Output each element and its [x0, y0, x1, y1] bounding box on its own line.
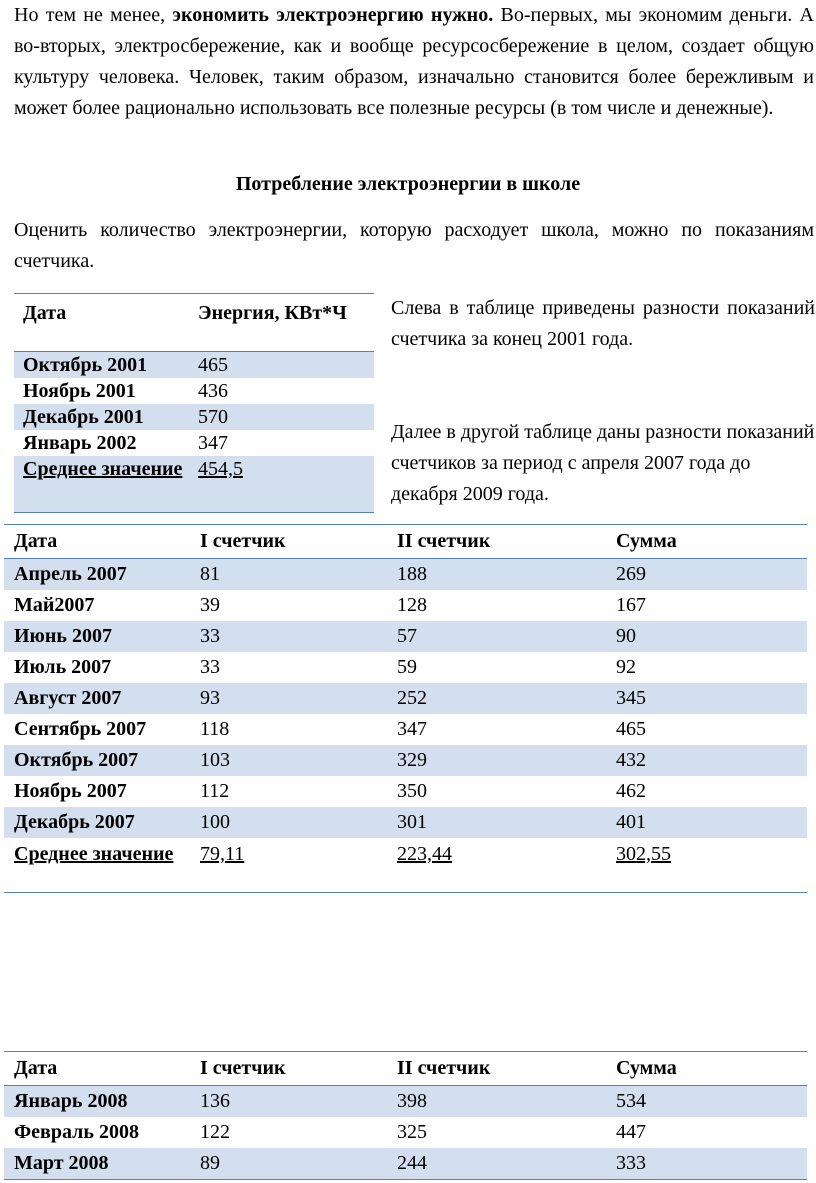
table-header-row — [4, 1052, 807, 1086]
row-meter-2: 57 — [397, 625, 417, 647]
row-meter-1: 39 — [200, 594, 220, 616]
row-meter-1: 93 — [200, 687, 220, 709]
average-meter-1: 79,11 — [200, 843, 245, 865]
header-date: Дата — [14, 530, 58, 552]
row-value: 570 — [198, 406, 228, 428]
table-2007 — [4, 524, 807, 893]
row-meter-1: 112 — [200, 780, 230, 802]
header-sum: Сумма — [616, 1057, 677, 1079]
table-row — [14, 352, 374, 378]
table-row — [4, 621, 807, 652]
row-meter-1: 89 — [200, 1152, 220, 1174]
row-meter-2: 252 — [397, 687, 427, 709]
row-meter-1: 136 — [200, 1090, 230, 1112]
row-sum: 333 — [616, 1152, 646, 1174]
row-date: Январь 2002 — [23, 432, 137, 454]
intro-lead: Но тем не менее, — [14, 4, 173, 26]
average-sum: 302,55 — [616, 843, 671, 865]
header-meter-2: II счетчик — [397, 1057, 491, 1079]
average-label: Среднее значение — [14, 843, 174, 865]
row-date: Февраль 2008 — [14, 1121, 139, 1143]
assess-paragraph: Оценить количество электроэнергии, которую расходует школа, можно по показаниям счетчика. — [14, 219, 814, 272]
table-2001 — [14, 293, 374, 513]
table-row — [14, 404, 374, 430]
row-date: Ноябрь 2001 — [23, 380, 136, 402]
row-meter-1: 118 — [200, 718, 230, 740]
table-row — [4, 683, 807, 714]
row-date: Декабрь 2001 — [23, 406, 144, 428]
row-sum: 432 — [616, 749, 646, 771]
average-label: Среднее значение — [23, 458, 183, 480]
header-meter-2: II счетчик — [397, 530, 491, 552]
row-date: Октябрь 2001 — [23, 354, 148, 376]
row-date: Октябрь 2007 — [14, 749, 139, 771]
header-date: Дата — [14, 1057, 58, 1079]
row-value: 347 — [198, 432, 228, 454]
row-sum: 345 — [616, 687, 646, 709]
row-meter-1: 81 — [200, 563, 220, 585]
row-meter-2: 325 — [397, 1121, 427, 1143]
row-date: Ноябрь 2007 — [14, 780, 127, 802]
table-row — [4, 807, 807, 838]
row-sum: 167 — [616, 594, 646, 616]
row-meter-2: 128 — [397, 594, 427, 616]
table-row — [4, 1086, 807, 1117]
header-meter-1: I счетчик — [200, 530, 286, 552]
row-date: Апрель 2007 — [14, 563, 127, 585]
intro-bold: экономить электроэнергию нужно. — [172, 4, 494, 26]
header-date: Дата — [23, 302, 67, 324]
row-meter-2: 350 — [397, 780, 427, 802]
table-header-row — [14, 294, 374, 352]
row-meter-2: 398 — [397, 1090, 427, 1112]
row-date: Январь 2008 — [14, 1090, 128, 1112]
row-meter-1: 122 — [200, 1121, 230, 1143]
average-row — [14, 456, 374, 512]
table-2008 — [4, 1051, 807, 1180]
table-row — [14, 430, 374, 456]
intro-paragraph — [14, 0, 814, 124]
row-sum: 465 — [616, 718, 646, 740]
average-row — [4, 838, 807, 892]
table-header-row — [4, 525, 807, 559]
row-sum: 401 — [616, 811, 646, 833]
table-row — [4, 714, 807, 745]
table-row — [4, 1148, 807, 1179]
note-left-table: Слева в таблице приведены разности показаний счетчика за конец 2001 года. — [391, 297, 815, 350]
row-date: Август 2007 — [14, 687, 122, 709]
row-sum: 534 — [616, 1090, 646, 1112]
average-meter-2: 223,44 — [397, 843, 452, 865]
table-row — [4, 776, 807, 807]
row-meter-1: 33 — [200, 625, 220, 647]
row-meter-2: 347 — [397, 718, 427, 740]
note-next-table: Далее в другой таблице даны разности показаний счетчиков за период с апреля 2007 года до декабря 2009 года. — [391, 421, 815, 505]
row-date: Май2007 — [14, 594, 95, 616]
table-row — [4, 559, 807, 590]
row-date: Июнь 2007 — [14, 625, 112, 647]
row-meter-1: 100 — [200, 811, 230, 833]
row-meter-2: 244 — [397, 1152, 427, 1174]
table-row — [4, 745, 807, 776]
row-date: Декабрь 2007 — [14, 811, 135, 833]
intro-rest: Во-первых, мы экономим деньги. А во-вторых, электросбережение, как и вообще ресурсосбережение в целом, создает общую культуру человека. Человек, таким образом, изначально становится более бережливым и может более рационально использовать все полезные ресурсы (в том числе и денежные). — [14, 4, 814, 119]
header-sum: Сумма — [616, 530, 677, 552]
row-meter-2: 301 — [397, 811, 427, 833]
row-value: 465 — [198, 354, 228, 376]
row-meter-2: 188 — [397, 563, 427, 585]
table-row — [4, 590, 807, 621]
header-energy: Энергия, КВт*Ч — [198, 302, 347, 324]
row-sum: 462 — [616, 780, 646, 802]
row-meter-1: 33 — [200, 656, 220, 678]
row-date: Март 2008 — [14, 1152, 109, 1174]
table-row — [4, 652, 807, 683]
header-meter-1: I счетчик — [200, 1057, 286, 1079]
row-sum: 447 — [616, 1121, 646, 1143]
table-row — [4, 1117, 807, 1148]
row-meter-2: 59 — [397, 656, 417, 678]
row-meter-1: 103 — [200, 749, 230, 771]
row-date: Июль 2007 — [14, 656, 112, 678]
table-row — [14, 378, 374, 404]
average-value: 454,5 — [198, 458, 243, 480]
row-sum: 90 — [616, 625, 636, 647]
row-sum: 92 — [616, 656, 636, 678]
row-value: 436 — [198, 380, 228, 402]
row-meter-2: 329 — [397, 749, 427, 771]
section-heading: Потребление электроэнергии в школе — [235, 173, 581, 195]
row-date: Сентябрь 2007 — [14, 718, 147, 740]
row-sum: 269 — [616, 563, 646, 585]
